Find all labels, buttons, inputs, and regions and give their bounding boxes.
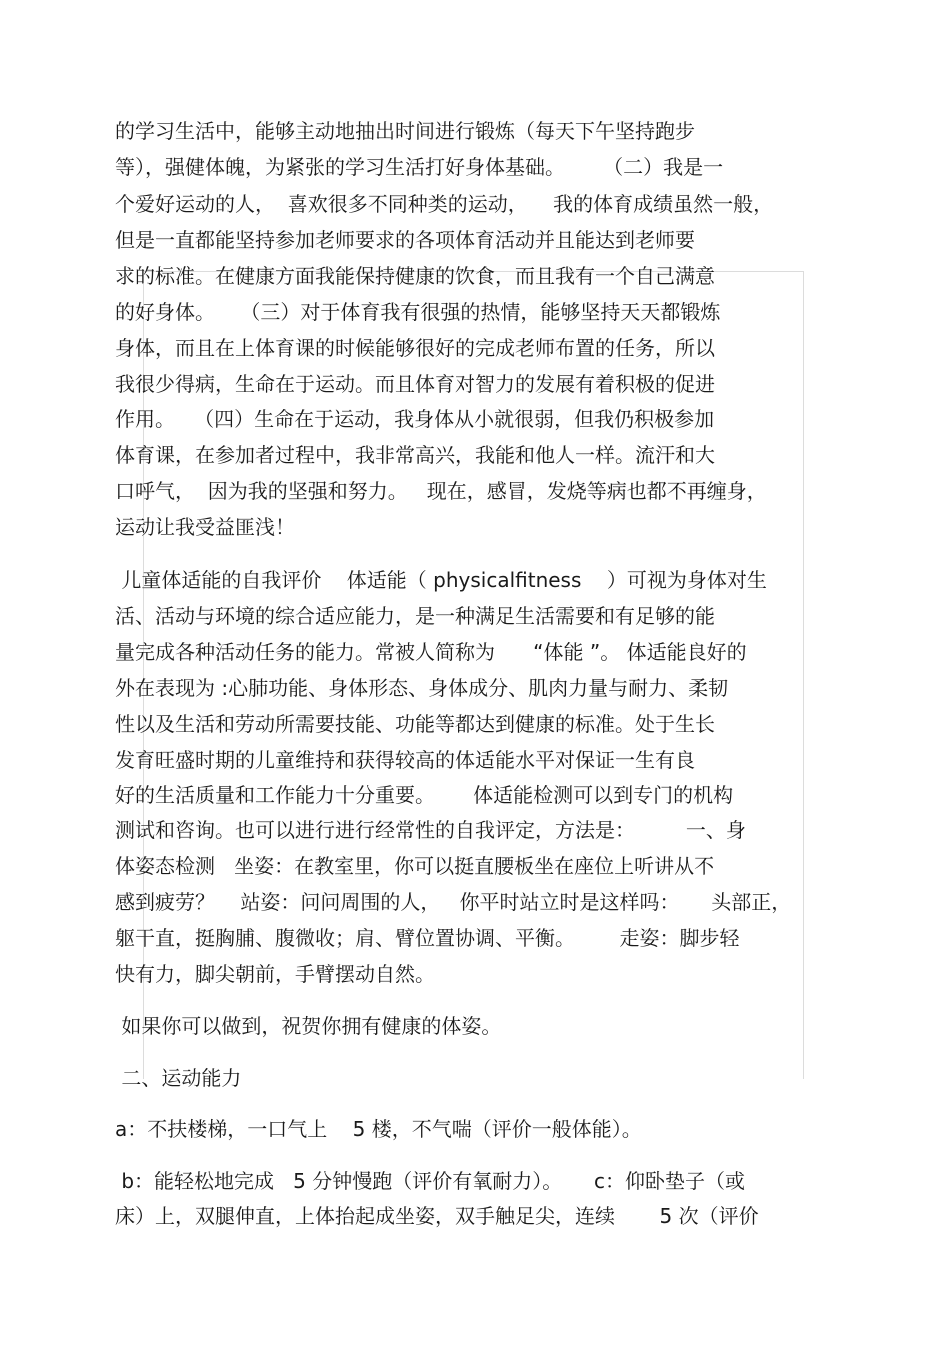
text-line: 儿童体适能的自我评价 体适能（ physicalfitness ）可视为身体对生: [115, 568, 767, 592]
text-line: 运动让我受益匪浅！: [115, 515, 295, 539]
text-line: 发育旺盛时期的儿童维持和获得较高的体适能水平对保证一生有良: [115, 748, 695, 772]
text-line: b：能轻松地完成 5 分钟慢跑（评价有氧耐力）。 c：仰卧垫子（或: [115, 1169, 745, 1193]
text-line: 量完成各种活动任务的能力。常被人简称为 “体能 ”。 体适能良好的: [115, 640, 747, 664]
text-line: a：不扶楼梯，一口气上 5 楼，不气喘（评价一般体能）。: [115, 1117, 642, 1141]
text-line: 床）上，双腿伸直，上体抬起成坐姿，双手触足尖，连续 5 次（评价: [115, 1204, 759, 1228]
text-line: 如果你可以做到，祝贺你拥有健康的体姿。: [115, 1014, 502, 1038]
text-line: 二、运动能力: [115, 1066, 242, 1090]
text-line: 活、活动与环境的综合适应能力，是一种满足生活需要和有足够的能: [115, 604, 715, 628]
text-line: 感到疲劳？ 站姿：问问周围的人， 你平时站立时是这样吗： 头部正，: [115, 890, 792, 914]
text-line: 但是一直都能坚持参加老师要求的各项体育活动并且能达到老师要: [115, 228, 695, 252]
text-line: 外在表现为 :心肺功能、身体形态、身体成分、肌肉力量与耐力、柔韧: [115, 676, 729, 700]
text-line: 等），强健体魄，为紧张的学习生活打好身体基础。 （二）我是一: [115, 155, 724, 179]
text-line: 性以及生活和劳动所需要技能、功能等都达到健康的标准。处于生长: [115, 712, 715, 736]
text-line: 作用。 （四）生命在于运动，我身体从小就很弱，但我仍积极参加: [115, 407, 715, 431]
text-line: 躯干直，挺胸脯、腹微收；肩、臂位置协调、平衡。 走姿：脚步轻: [115, 926, 740, 950]
text-line: 身体，而且在上体育课的时候能够很好的完成老师布置的任务，所以: [115, 336, 715, 360]
text-line: 体育课，在参加者过程中，我非常高兴，我能和他人一样。流汗和大: [115, 443, 715, 467]
text-line: 体姿态检测 坐姿：在教室里，你可以挺直腰板坐在座位上听讲从不: [115, 854, 715, 878]
text-line: 个爱好运动的人， 喜欢很多不同种类的运动， 我的体育成绩虽然一般，: [115, 192, 774, 216]
text-line: 我很少得病，生命在于运动。而且体育对智力的发展有着积极的促进: [115, 372, 715, 396]
text-line: 求的标准。在健康方面我能保持健康的饮食，而且我有一个自己满意: [115, 264, 715, 288]
text-line: 快有力，脚尖朝前，手臂摆动自然。: [115, 962, 435, 986]
text-line: 的好身体。 （三）对于体育我有很强的热情，能够坚持天天都锻炼: [115, 300, 721, 324]
text-line: 的学习生活中，能够主动地抽出时间进行锻炼（每天下午坚持跑步: [115, 119, 695, 143]
page-frame-right: [803, 271, 804, 1079]
text-line: 好的生活质量和工作能力十分重要。 体适能检测可以到专门的机构: [115, 783, 734, 807]
text-line: 口呼气， 因为我的坚强和努力。 现在，感冒，发烧等病也都不再缠身，: [115, 479, 767, 503]
text-line: 测试和咨询。也可以进行进行经常性的自我评定，方法是： 一、身: [115, 818, 746, 842]
